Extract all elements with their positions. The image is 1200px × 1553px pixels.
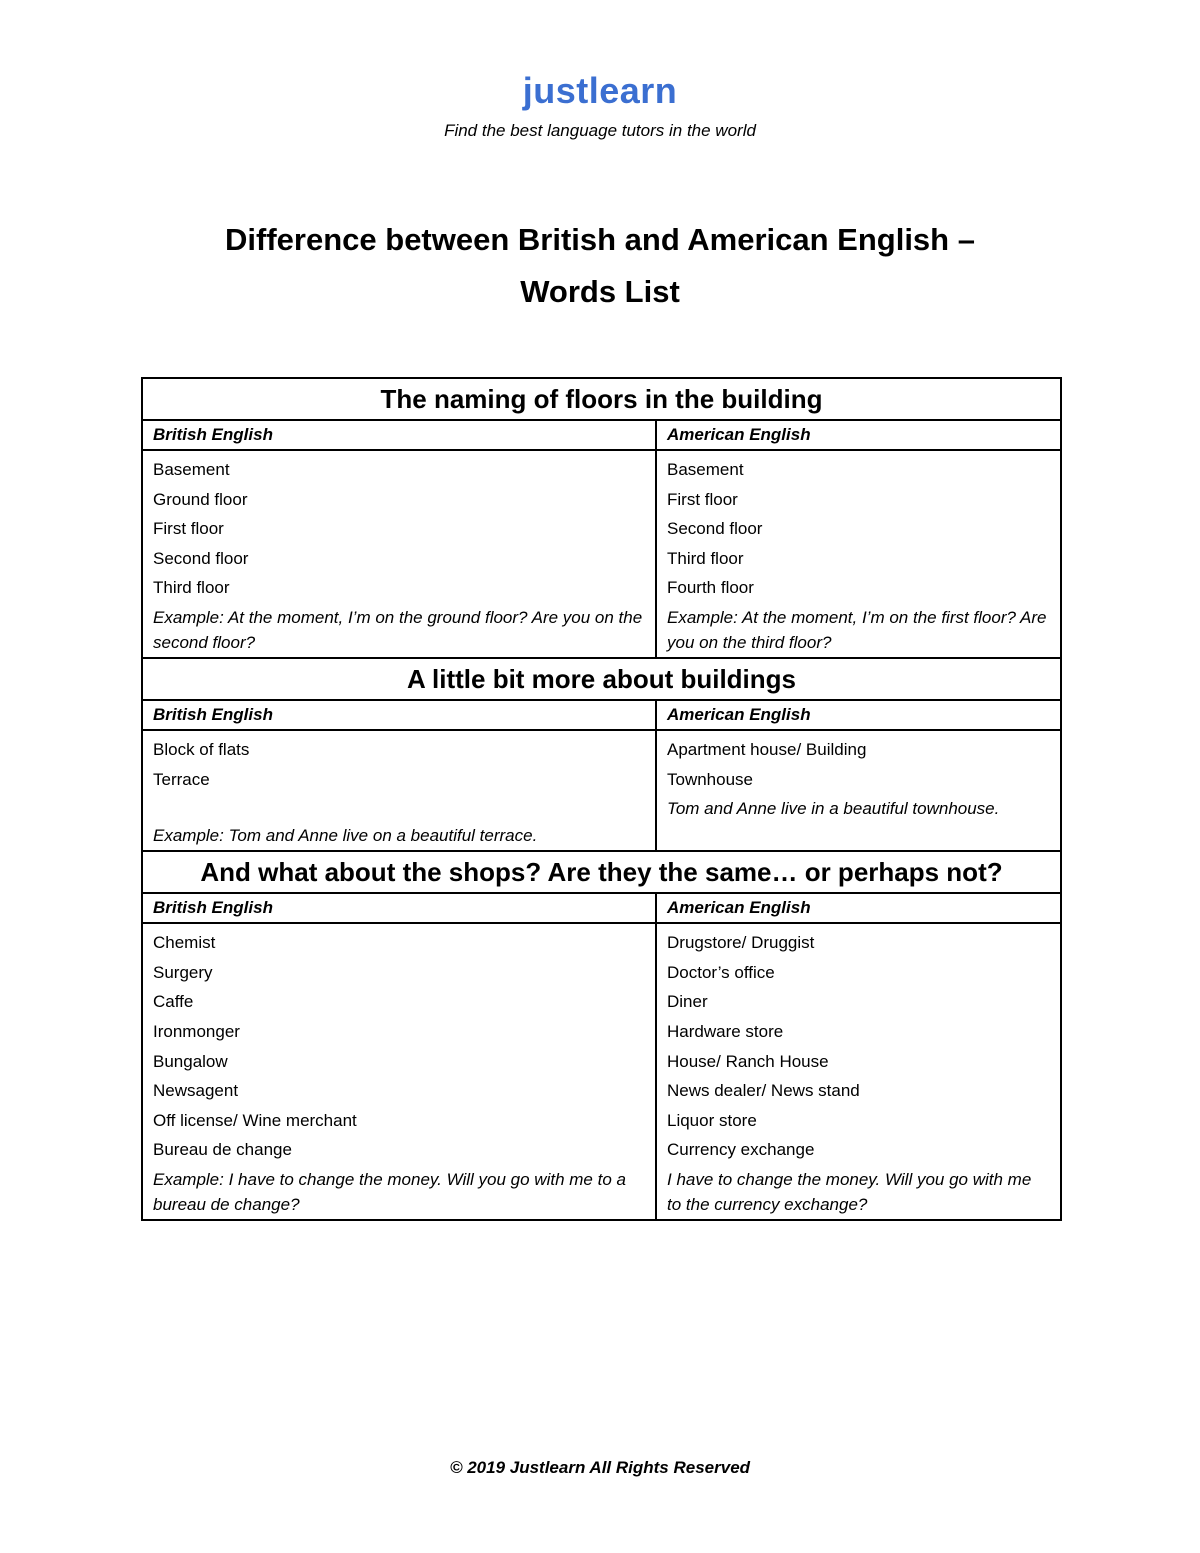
- list-item: Apartment house/ Building: [667, 739, 867, 759]
- list-item: Basement: [667, 460, 744, 479]
- word-list-row: [142, 450, 1061, 658]
- list-item: Caffe: [153, 992, 194, 1012]
- american-column-label: American English: [656, 700, 1061, 730]
- words-table: [141, 377, 1062, 1221]
- list-item: Third floor: [667, 548, 744, 568]
- example-sentence: Example: At the moment, I’m on the first floor? Are you on the third floor?: [667, 607, 1047, 652]
- column-header-row: [142, 420, 1061, 450]
- list-item: Bungalow: [153, 1051, 228, 1071]
- british-word-list: [142, 730, 656, 851]
- list-item: Liquor store: [667, 1110, 757, 1130]
- section-heading: And what about the shops? Are they the same… or perhaps not?: [142, 851, 1061, 893]
- list-item: First floor: [153, 519, 224, 539]
- page-title: [100, 214, 1100, 318]
- american-column-label: American English: [656, 893, 1061, 923]
- example-sentence: Example: I have to change the money. Will you go with me to a bureau de change?: [153, 1169, 626, 1214]
- section-header-row: [142, 658, 1061, 700]
- word-list-row: [142, 923, 1061, 1220]
- american-word-list: [656, 730, 1061, 851]
- section-heading: The naming of floors in the building: [142, 378, 1061, 420]
- column-header-row: [142, 893, 1061, 923]
- example-sentence: I have to change the money. Will you go with me to the currency exchange?: [667, 1169, 1032, 1214]
- list-item: Basement: [153, 460, 230, 479]
- example-sentence: Example: At the moment, I’m on the ground floor? Are you on the second floor?: [153, 607, 643, 652]
- list-item: News dealer/ News stand: [667, 1081, 860, 1101]
- british-word-list: [142, 923, 656, 1220]
- american-word-list: [656, 923, 1061, 1220]
- list-item: Drugstore/ Druggist: [667, 933, 815, 953]
- list-item: Newsagent: [153, 1081, 239, 1101]
- list-item: First floor: [667, 489, 738, 509]
- section-header-row: [142, 851, 1061, 893]
- word-list-row: [142, 730, 1061, 851]
- list-item: Block of flats: [153, 739, 250, 759]
- section-heading: A little bit more about buildings: [142, 658, 1061, 700]
- list-item: House/ Ranch House: [667, 1051, 829, 1071]
- example-sentence: Example: Tom and Anne live on a beautiful terrace.: [153, 826, 538, 846]
- list-item: Doctor’s office: [667, 962, 775, 982]
- column-header-row: [142, 700, 1061, 730]
- american-word-list: [656, 450, 1061, 658]
- list-item: Surgery: [153, 962, 213, 982]
- british-column-label: British English: [142, 893, 656, 923]
- list-item: Ironmonger: [153, 1021, 240, 1041]
- copyright-footer: © 2019 Justlearn All Rights Reserved: [449, 1458, 751, 1477]
- list-item: Third floor: [153, 578, 230, 598]
- american-column-label: American English: [656, 420, 1061, 450]
- british-column-label: British English: [142, 420, 656, 450]
- tagline: Find the best language tutors in the world: [444, 121, 756, 140]
- example-sentence: Tom and Anne live in a beautiful townhouse.: [667, 799, 1000, 819]
- list-item: Bureau de change: [153, 1140, 292, 1160]
- list-item: Second floor: [667, 519, 763, 539]
- list-item: Second floor: [153, 548, 249, 568]
- list-item: Terrace: [153, 769, 210, 789]
- list-item: Off license/ Wine merchant: [153, 1110, 357, 1130]
- british-word-list: [142, 450, 656, 658]
- brand-logo: justlearn: [522, 70, 678, 111]
- list-item: Townhouse: [667, 769, 754, 789]
- page-title-line-2: Words List: [520, 274, 680, 309]
- list-item: Diner: [667, 992, 708, 1012]
- list-item: Hardware store: [667, 1021, 784, 1041]
- list-item: Currency exchange: [667, 1140, 815, 1160]
- british-column-label: British English: [142, 700, 656, 730]
- section-header-row: [142, 378, 1061, 420]
- list-item: Ground floor: [153, 489, 248, 509]
- page-title-line-1: Difference between British and American English –: [225, 222, 975, 257]
- list-item: Chemist: [153, 933, 216, 953]
- list-item: Fourth floor: [667, 578, 754, 598]
